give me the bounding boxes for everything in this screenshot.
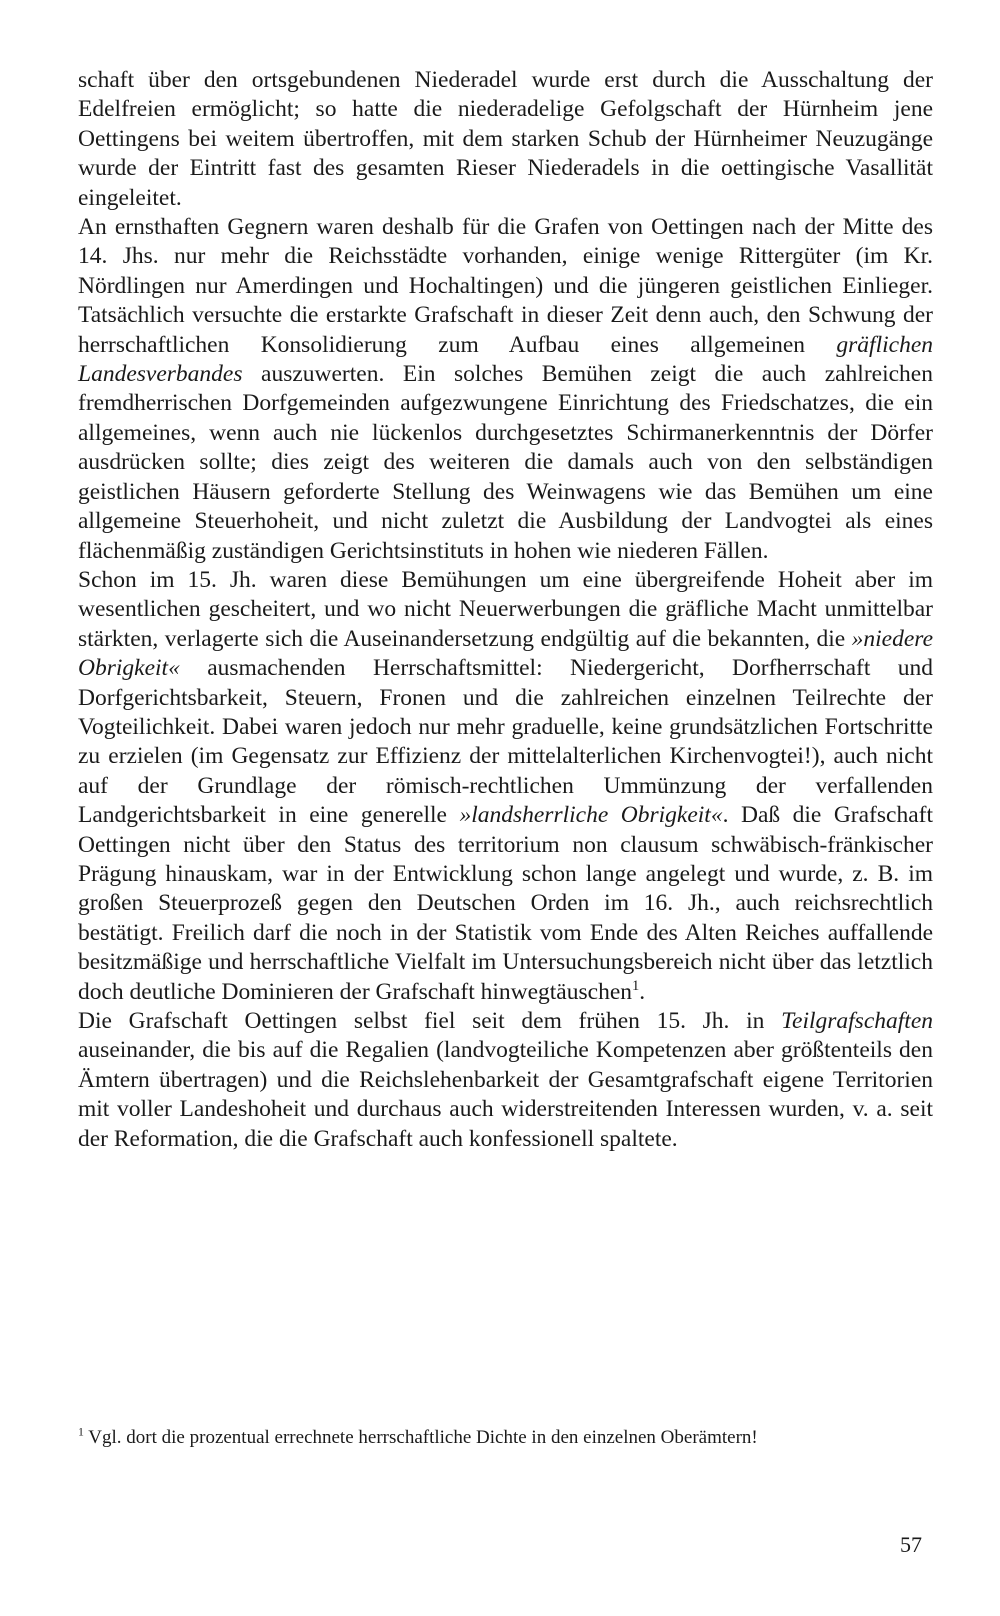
paragraph-3 [78,566,933,1007]
footnote-reference: 1 [632,977,640,994]
footnote-marker: 1 [78,1425,84,1439]
text-segment: Schon im 15. Jh. waren diese Bemühungen um eine übergreifende Hoheit aber im wesentlichen gescheitert, und wo nicht Neuerwerbungen die gräfliche Macht unmittelbar stärkten, verlagerte sich die Auseinandersetzung endgültig auf die bekannten, die [78,566,933,652]
italic-term: »landsherrliche Obrigkeit« [459,802,723,829]
main-text [78,66,933,1154]
text-segment: ausmachenden Herrschaftsmittel: Niedergericht, Dorfherrschaft und Dorfgerichtsbarkeit, Steuern, Fronen und die zahlreichen einzelnen Teilrechte der Vogteilichkeit. Dabei waren jedoch nur mehr graduelle, keine grundsätzlichen Fortschritte zu erzielen (im Gegensatz zur Effizienz der mittelalterlichen Kirchenvogtei!), auch nicht auf der Grundlage der römisch-rechtlichen Ummünzung der verfallenden Landgerichtsbarkeit in eine generelle [78,655,933,829]
page-number: 57 [900,1532,922,1557]
paragraph-1 [78,66,933,213]
italic-term: »niedere Obrigkeit« [78,625,933,682]
text-segment: schaft über den ortsgebundenen Niederadel wurde erst durch die Ausschaltung der Edelfreien ermöglicht; so hatte die niederadelige Gefolgschaft der Hürnheim jene Oettingens bei weitem übertroffen, mit dem starken Schub der Hürnheimer Neuzugänge wurde der Eintritt fast des gesamten Rieser Niederadels in die oettingische Vasallität eingeleitet. [78,67,933,211]
text-segment: . Daß die Grafschaft Oettingen nicht über den Status des territorium non clausum schwäbisch-fränkischer Prägung hinauskam, war in der Entwicklung schon lange angelegt und wurde, z. B. im großen Steuerprozeß gegen den Deutschen Orden im 16. Jh., auch reichsrechtlich bestätigt. Freilich darf die noch in der Statistik vom Ende des Alten Reiches auffallende besitzmäßige und herrschaftliche Vielfalt im Untersuchungsbereich nicht über das letztlich doch deutliche Dominieren der Grafschaft hinwegtäuschen [78,802,933,1005]
footnote [78,1426,933,1450]
text-segment: An ernsthaften Gegnern waren deshalb für die Grafen von Oettingen nach der Mitte des 14. Jhs. nur mehr die Reichsstädte vorhanden, einige wenige Rittergüter (im Kr. Nördlingen nur Amerdingen und Hochaltingen) und die jüngeren geistlichen Einlieger. Tatsächlich versuchte die erstarkte Grafschaft in dieser Zeit denn auch, den Schwung der herrschaftlichen Konsolidierung zum Aufbau eines allgemeinen [78,214,933,358]
text-segment: Die Grafschaft Oettingen selbst fiel seit dem frühen 15. Jh. in [78,1008,782,1034]
italic-term: Teilgrafschaften [781,1008,933,1034]
footnote-text: Vgl. dort die prozentual errechnete herrschaftliche Dichte in den einzelnen Oberämtern! [83,1427,758,1448]
text-segment: . [639,978,646,1005]
text-segment: auszuwerten. Ein solches Bemühen zeigt die auch zahlreichen fremdherrischen Dorfgemeinden aufgezwungene Einrichtung des Friedschatzes, die ein allgemeines, wenn auch nie lückenlos durchgesetztes Schirmanerkenntnis der Dörfer ausdrücken sollte; dies zeigt des weiteren die damals auch von den selbständigen geistlichen Häusern geforderte Stellung des Weinwagens wie das Bemühen um eine allgemeine Steuerhoheit, und nicht zuletzt die Ausbildung der Landvogtei als eines flächenmäßig zuständigen Gerichtsinstituts in hohen wie niederen Fällen. [78,361,933,564]
text-segment: auseinander, die bis auf die Regalien (landvogteiliche Kompetenzen aber größtenteils den Ämtern übertragen) und die Reichslehenbarkeit der Gesamtgrafschaft eigene Territorien mit voller Landeshoheit und durchaus auch widerstreitenden Interessen wurden, v. a. seit der Reformation, die die Grafschaft auch konfessionell spaltete. [78,1037,933,1152]
paragraph-2 [78,213,933,566]
paragraph-4 [78,1007,933,1154]
italic-term: gräflichen Landesverbandes [78,331,933,388]
